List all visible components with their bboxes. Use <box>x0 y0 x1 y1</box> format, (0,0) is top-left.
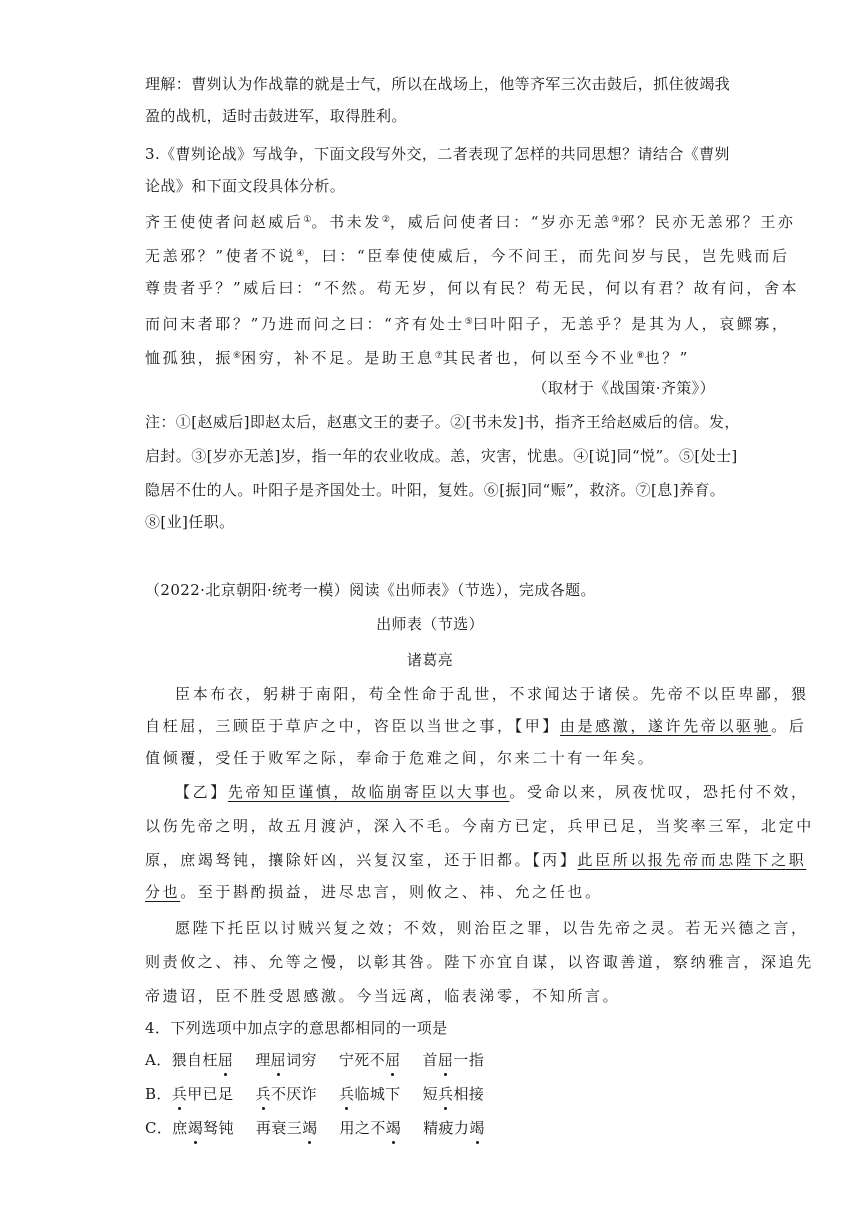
emphasis-dot-char: 屈 <box>217 1051 234 1069</box>
chushibiao-p3-line-3: 帝遗诏，臣不胜受恩感激。今当远离，临表涕零，不知所言。 <box>145 987 621 1005</box>
answer-line-1: 理解：曹刿认为作战靠的就是士气，所以在战场上，他等齐军三次击鼓后，抓住彼竭我 <box>145 75 731 93</box>
emphasis-dot-char: 竭 <box>385 1119 402 1137</box>
option-c-label: C． <box>145 1119 173 1137</box>
notes-line-2: 启封。③[岁亦无恙]岁，指一年的农业收成。恙，灾害，忧患。④[说]同“悦”。⑤[处士] <box>145 447 738 465</box>
chushibiao-p2-line-2: 以伤先帝之明，故五月渡泸，深入不毛。今南方已定，兵甲已足，当奖率三军，北定中 <box>145 817 814 835</box>
underlined-sentence-jia: 由是感激，遂许先帝以驱驰 <box>559 717 772 735</box>
passage-line-1: 齐王使使者问赵威后①。书未发②，威后问使者曰：“岁亦无恙③邪？民亦无恙邪？王亦 <box>145 213 796 231</box>
chushibiao-p2-line-4: 分也。至于斟酌损益，进尽忠言，则攸之、祎、允之任也。 <box>145 883 603 901</box>
question-4-prompt: 4．下列选项中加点字的意思都相同的一项是 <box>145 1019 448 1037</box>
question-3-prompt-line-1: 3.《曹刿论战》写战争，下面文段写外交，二者表现了怎样的共同思想？请结合《曹刿 <box>145 145 730 163</box>
emphasis-dot-char: 竭 <box>469 1119 485 1137</box>
passage-title: 出师表（节选） <box>376 615 484 633</box>
option-b[interactable]: B．兵甲已足 兵不厌诈 兵临城下 短兵相接 <box>145 1085 485 1103</box>
chushibiao-p1-line-3: 值倾覆，受任于败军之际，奉命于危难之间，尔来二十有一年矣。 <box>145 749 656 767</box>
chushibiao-p2-line-3: 原，庶竭驽钝，攘除奸凶，兴复汉室，还于旧都。【丙】此臣所以报先帝而忠陛下之职 <box>145 851 807 869</box>
emphasis-dot-char: 兵 <box>438 1085 454 1103</box>
passage-line-3: 尊贵者乎？”威后曰：“不然。苟无岁，何以有民？苟无民，何以有君？故有问，舍本 <box>145 279 800 297</box>
chushibiao-p3-line-2: 则责攸之、祎、允等之慢，以彰其咎。陛下亦宜自谋，以咨诹善道，察纳雅言，深追先 <box>145 953 814 971</box>
passage-source: （取材于《战国策·齐策》） <box>532 379 715 397</box>
marker-yi: 【乙】 <box>175 783 228 801</box>
option-c[interactable]: C．庶竭驽钝 再衰三竭 用之不竭 精疲力竭 <box>145 1119 485 1137</box>
emphasis-dot-char: 兵 <box>255 1085 271 1103</box>
passage-line-2: 无恙邪？”使者不说④，曰：“臣奉使使威后，今不问王，而先问岁与民，岂先贱而后 <box>145 247 790 265</box>
passage-line-5: 恤孤独，振⑥困穷，补不足。是助王息⑦其民者也，何以至今不业⑧也？” <box>145 349 690 367</box>
question-3-prompt-line-2: 论战》和下面文段具体分析。 <box>145 177 346 195</box>
option-a-label: A． <box>145 1051 172 1069</box>
chushibiao-p3-line-1: 愿陛下托臣以讨贼兴复之效；不效，则治臣之罪，以告先帝之灵。若无兴德之言， <box>175 919 809 937</box>
chushibiao-p1-line-1: 臣本布衣，躬耕于南阳，苟全性命于乱世，不求闻达于诸侯。先帝不以臣卑鄙，猥 <box>175 685 809 703</box>
underlined-sentence-bing: 此臣所以报先帝而忠陛下之职 <box>577 851 807 869</box>
marker-jia: 【甲】 <box>514 717 560 735</box>
emphasis-dot-char: 屈 <box>437 1051 454 1069</box>
notes-line-1: 注：①[赵威后]即赵太后，赵惠文王的妻子。②[书未发]书，指齐王给赵威后的信。发， <box>145 413 740 431</box>
underlined-sentence-yi: 先帝知臣谨慎，故临崩寄臣以大事也 <box>227 783 510 801</box>
option-b-label: B． <box>145 1085 172 1103</box>
emphasis-dot-char: 兵 <box>171 1085 188 1103</box>
chushibiao-p2-line-1: 【乙】先帝知臣谨慎，故临崩寄臣以大事也。受命以来，夙夜忧叹，恐托付不效， <box>175 783 809 801</box>
underlined-sentence-bing-end: 分也 <box>145 883 181 901</box>
chushibiao-p1-line-2: 自枉屈，三顾臣于草庐之中，咨臣以当世之事，【甲】由是感激，遂许先帝以驱驰。后 <box>145 717 807 735</box>
answer-line-2: 盈的战机，适时击鼓进军，取得胜利。 <box>145 107 407 125</box>
passage-author: 诸葛亮 <box>406 651 454 669</box>
option-a[interactable]: A．猥自枉屈 理屈词穷 宁死不屈 首屈一指 <box>145 1051 485 1069</box>
notes-line-4: ⑧[业]任职。 <box>145 513 235 531</box>
emphasis-dot-char: 屈 <box>385 1051 401 1069</box>
emphasis-dot-char: 竭 <box>302 1119 318 1137</box>
passage-line-4: 而问末者耶？”乃进而问之曰：“齐有处士⑤曰叶阳子，无恙乎？是其为人，哀鳏寡， <box>145 315 790 333</box>
notes-line-3: 隐居不仕的人。叶阳子是齐国处士。叶阳，复姓。⑥[振]同“赈”，救济。⑦[息]养育。 <box>145 481 726 499</box>
emphasis-dot-char: 屈 <box>270 1051 287 1069</box>
emphasis-dot-char: 兵 <box>339 1085 355 1103</box>
section-intro: （2022·北京朝阳·统考一模）阅读《出师表》（节选），完成各题。 <box>145 581 596 599</box>
emphasis-dot-char: 竭 <box>187 1119 204 1137</box>
marker-bing: 【丙】 <box>532 851 578 869</box>
